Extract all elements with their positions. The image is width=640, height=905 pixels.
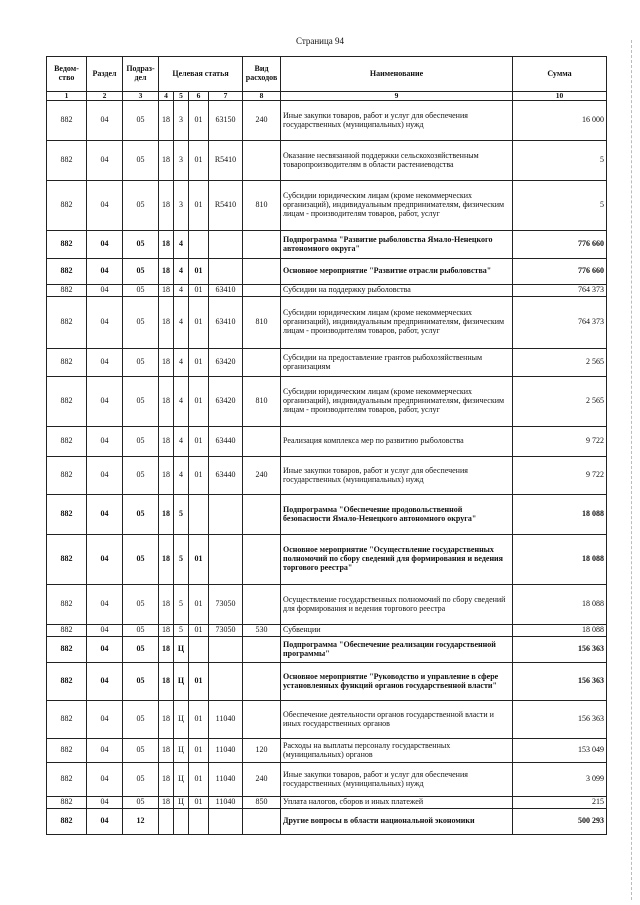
col-vid-rashodov: [243, 259, 281, 285]
col-summa: 156 363: [513, 701, 607, 739]
col-celevaya-1: 18: [159, 297, 174, 349]
table-row: [47, 231, 607, 259]
col-celevaya-1: 18: [159, 259, 174, 285]
table-row: [47, 377, 607, 427]
col-celevaya-1: 18: [159, 349, 174, 377]
col-naimenovanie: Основное мероприятие "Развитие отрасли рыболовства": [281, 259, 513, 285]
col-podrazdel: 05: [123, 231, 159, 259]
col-celevaya-2: 4: [174, 285, 189, 297]
col-vid-rashodov: [243, 809, 281, 835]
col-celevaya-2: Ц: [174, 701, 189, 739]
col-vedomstvo: 882: [47, 495, 87, 535]
col-vedomstvo: 882: [47, 377, 87, 427]
col-celevaya-4: 73050: [209, 585, 243, 625]
col-celevaya-4: 63410: [209, 297, 243, 349]
col-celevaya-1: 18: [159, 101, 174, 141]
col-naimenovanie: Подпрограмма "Обеспечение реализации государственной программы": [281, 637, 513, 663]
table-row: [47, 297, 607, 349]
col-podrazdel: 05: [123, 663, 159, 701]
table-row: [47, 809, 607, 835]
page-header: Страница 94: [295, 36, 345, 46]
col-celevaya-3: 01: [189, 663, 209, 701]
col-summa: 153 049: [513, 739, 607, 763]
col-vedomstvo: 882: [47, 181, 87, 231]
budget-table: [46, 56, 607, 835]
col-celevaya-2: 4: [174, 297, 189, 349]
col-vedomstvo: 882: [47, 797, 87, 809]
col-razdel: 04: [87, 231, 123, 259]
col-razdel: 04: [87, 637, 123, 663]
col-celevaya-2: Ц: [174, 637, 189, 663]
table-row: [47, 637, 607, 663]
col-vedomstvo: 882: [47, 663, 87, 701]
col-naimenovanie: Оказание несвязанной поддержки сельскохозяйственным товаропроизводителям в области растениеводства: [281, 141, 513, 181]
col-celevaya-1: 18: [159, 797, 174, 809]
col-naimenovanie: Иные закупки товаров, работ и услуг для обеспечения государственных (муниципальных) нужд: [281, 101, 513, 141]
col-vedomstvo: 882: [47, 739, 87, 763]
col-naimenovanie: Субсидии на предоставление грантов рыбохозяйственным организациям: [281, 349, 513, 377]
col-celevaya-1: 18: [159, 141, 174, 181]
col-vedomstvo: 882: [47, 427, 87, 457]
col-celevaya-4: [209, 495, 243, 535]
col-naimenovanie: Иные закупки товаров, работ и услуг для обеспечения государственных (муниципальных) нужд: [281, 457, 513, 495]
col-podrazdel: 05: [123, 763, 159, 797]
table-row: [47, 763, 607, 797]
col-summa: 3 099: [513, 763, 607, 797]
col-podrazdel: 05: [123, 457, 159, 495]
col-summa: 776 660: [513, 259, 607, 285]
col-podrazdel: 05: [123, 181, 159, 231]
col-razdel: 04: [87, 457, 123, 495]
col-celevaya-3: 01: [189, 349, 209, 377]
col-celevaya-2: Ц: [174, 739, 189, 763]
col-celevaya-2: [174, 809, 189, 835]
col-celevaya-2: 4: [174, 457, 189, 495]
col-vid-rashodov: 810: [243, 297, 281, 349]
table-row: [47, 585, 607, 625]
table-row: [47, 181, 607, 231]
col-celevaya-2: 3: [174, 101, 189, 141]
col-celevaya-1: 18: [159, 663, 174, 701]
col-celevaya-2: 4: [174, 349, 189, 377]
col-podrazdel: 05: [123, 701, 159, 739]
col-razdel: 04: [87, 663, 123, 701]
col-naimenovanie: Основное мероприятие "Осуществление государственных полномочий по сбору сведений для формирования и ведения торгового реестра": [281, 535, 513, 585]
col-razdel: 04: [87, 377, 123, 427]
col-podrazdel: 05: [123, 739, 159, 763]
col-header-celevaya: Целевая статья: [159, 57, 243, 92]
col-naimenovanie: Реализация комплекса мер по развитию рыболовства: [281, 427, 513, 457]
col-vid-rashodov: 120: [243, 739, 281, 763]
col-celevaya-1: 18: [159, 377, 174, 427]
col-celevaya-2: 4: [174, 377, 189, 427]
col-header-razdel: Раздел: [87, 57, 123, 92]
col-naimenovanie: Субсидии юридическим лицам (кроме некоммерческих организаций), индивидуальным предпринимателям, физическим лицам - производителям товаров, работ, услуг: [281, 181, 513, 231]
col-vid-rashodov: [243, 637, 281, 663]
col-celevaya-4: 63440: [209, 457, 243, 495]
col-razdel: 04: [87, 297, 123, 349]
col-celevaya-3: 01: [189, 457, 209, 495]
col-summa: 500 293: [513, 809, 607, 835]
col-celevaya-4: [209, 535, 243, 585]
col-celevaya-3: 01: [189, 181, 209, 231]
col-naimenovanie: Подпрограмма "Обеспечение продовольственной безопасности Ямало-Ненецкого автономного округа": [281, 495, 513, 535]
col-celevaya-1: 18: [159, 763, 174, 797]
col-razdel: 04: [87, 585, 123, 625]
table-row: [47, 535, 607, 585]
col-podrazdel: 05: [123, 349, 159, 377]
col-vedomstvo: 882: [47, 535, 87, 585]
col-celevaya-3: [189, 809, 209, 835]
table-row: [47, 285, 607, 297]
col-header-podrazdel: Подраз-дел: [123, 57, 159, 92]
col-celevaya-3: 01: [189, 297, 209, 349]
col-celevaya-2: 4: [174, 231, 189, 259]
col-number: 7: [209, 92, 243, 101]
col-naimenovanie: Субсидии юридическим лицам (кроме некоммерческих организаций), индивидуальным предпринимателям, физическим лицам - производителям товаров, работ, услуг: [281, 377, 513, 427]
col-vedomstvo: 882: [47, 141, 87, 181]
col-naimenovanie: Другие вопросы в области национальной экономики: [281, 809, 513, 835]
col-razdel: 04: [87, 535, 123, 585]
col-celevaya-4: 11040: [209, 797, 243, 809]
col-celevaya-3: 01: [189, 259, 209, 285]
table-row: [47, 457, 607, 495]
col-podrazdel: 05: [123, 297, 159, 349]
col-summa: 18 088: [513, 625, 607, 637]
col-vedomstvo: 882: [47, 809, 87, 835]
col-celevaya-4: 63440: [209, 427, 243, 457]
col-celevaya-1: [159, 809, 174, 835]
col-vid-rashodov: [243, 663, 281, 701]
col-naimenovanie: Иные закупки товаров, работ и услуг для обеспечения государственных (муниципальных) нужд: [281, 763, 513, 797]
col-celevaya-3: 01: [189, 797, 209, 809]
table-row: [47, 739, 607, 763]
col-celevaya-3: 01: [189, 739, 209, 763]
col-vedomstvo: 882: [47, 701, 87, 739]
col-summa: 5: [513, 141, 607, 181]
col-razdel: 04: [87, 739, 123, 763]
col-celevaya-4: R5410: [209, 181, 243, 231]
col-vid-rashodov: 850: [243, 797, 281, 809]
col-vedomstvo: 882: [47, 101, 87, 141]
col-celevaya-2: 3: [174, 181, 189, 231]
col-podrazdel: 05: [123, 637, 159, 663]
col-vid-rashodov: [243, 701, 281, 739]
col-vid-rashodov: [243, 349, 281, 377]
col-summa: 18 088: [513, 585, 607, 625]
col-celevaya-3: 01: [189, 377, 209, 427]
col-podrazdel: 05: [123, 585, 159, 625]
col-vedomstvo: 882: [47, 763, 87, 797]
table-row: [47, 701, 607, 739]
col-number: 1: [47, 92, 87, 101]
col-celevaya-1: 18: [159, 495, 174, 535]
col-celevaya-3: [189, 637, 209, 663]
col-razdel: 04: [87, 495, 123, 535]
scan-edge-line: [631, 40, 632, 900]
col-celevaya-4: 63420: [209, 349, 243, 377]
col-celevaya-4: 63150: [209, 101, 243, 141]
col-celevaya-2: Ц: [174, 763, 189, 797]
col-summa: 215: [513, 797, 607, 809]
col-razdel: 04: [87, 101, 123, 141]
col-podrazdel: 05: [123, 625, 159, 637]
col-celevaya-3: 01: [189, 585, 209, 625]
col-vid-rashodov: [243, 285, 281, 297]
col-vedomstvo: 882: [47, 297, 87, 349]
col-celevaya-2: 5: [174, 535, 189, 585]
col-naimenovanie: Расходы на выплаты персоналу государственных (муниципальных) органов: [281, 739, 513, 763]
col-summa: 18 088: [513, 535, 607, 585]
col-header-vedomstvo: Ведом-ство: [47, 57, 87, 92]
col-summa: 18 088: [513, 495, 607, 535]
col-celevaya-3: 01: [189, 625, 209, 637]
col-vid-rashodov: [243, 535, 281, 585]
col-celevaya-1: 18: [159, 427, 174, 457]
col-celevaya-4: [209, 663, 243, 701]
col-podrazdel: 05: [123, 427, 159, 457]
col-celevaya-1: 18: [159, 285, 174, 297]
col-razdel: 04: [87, 349, 123, 377]
col-vid-rashodov: 810: [243, 377, 281, 427]
col-vid-rashodov: [243, 141, 281, 181]
col-celevaya-2: 3: [174, 141, 189, 181]
col-naimenovanie: Субвенции: [281, 625, 513, 637]
col-celevaya-2: 5: [174, 625, 189, 637]
col-vedomstvo: 882: [47, 259, 87, 285]
table-row: [47, 797, 607, 809]
col-razdel: 04: [87, 427, 123, 457]
col-naimenovanie: Субсидии на поддержку рыболовства: [281, 285, 513, 297]
col-summa: 9 722: [513, 457, 607, 495]
col-celevaya-2: 5: [174, 585, 189, 625]
col-celevaya-2: 4: [174, 259, 189, 285]
col-naimenovanie: Подпрограмма "Развитие рыболовства Ямало-Ненецкого автономного округа": [281, 231, 513, 259]
col-vid-rashodov: [243, 495, 281, 535]
col-celevaya-3: 01: [189, 101, 209, 141]
col-razdel: 04: [87, 763, 123, 797]
col-vid-rashodov: 240: [243, 763, 281, 797]
col-razdel: 04: [87, 625, 123, 637]
col-celevaya-1: 18: [159, 625, 174, 637]
col-celevaya-2: 4: [174, 427, 189, 457]
table-body: [47, 101, 607, 835]
col-celevaya-1: 18: [159, 535, 174, 585]
col-summa: 9 722: [513, 427, 607, 457]
col-podrazdel: 05: [123, 495, 159, 535]
col-celevaya-1: 18: [159, 585, 174, 625]
col-vid-rashodov: [243, 231, 281, 259]
col-number: 3: [123, 92, 159, 101]
col-celevaya-4: [209, 259, 243, 285]
col-razdel: 04: [87, 181, 123, 231]
col-razdel: 04: [87, 701, 123, 739]
col-number: 6: [189, 92, 209, 101]
col-podrazdel: 05: [123, 101, 159, 141]
col-naimenovanie: Обеспечение деятельности органов государственной власти и иных государственных органов: [281, 701, 513, 739]
col-celevaya-2: Ц: [174, 663, 189, 701]
col-celevaya-3: 01: [189, 535, 209, 585]
col-razdel: 04: [87, 809, 123, 835]
col-podrazdel: 12: [123, 809, 159, 835]
col-vedomstvo: 882: [47, 585, 87, 625]
col-naimenovanie: Уплата налогов, сборов и иных платежей: [281, 797, 513, 809]
col-celevaya-4: [209, 231, 243, 259]
col-celevaya-1: 18: [159, 181, 174, 231]
col-podrazdel: 05: [123, 285, 159, 297]
col-vedomstvo: 882: [47, 285, 87, 297]
table-row: [47, 427, 607, 457]
table-row: [47, 663, 607, 701]
col-podrazdel: 05: [123, 259, 159, 285]
col-header-sum: Сумма: [513, 57, 607, 92]
col-vid-rashodov: [243, 585, 281, 625]
col-summa: 156 363: [513, 663, 607, 701]
col-vedomstvo: 882: [47, 625, 87, 637]
table-row: [47, 495, 607, 535]
col-celevaya-3: [189, 495, 209, 535]
col-celevaya-4: 63420: [209, 377, 243, 427]
col-podrazdel: 05: [123, 141, 159, 181]
table-row: [47, 349, 607, 377]
col-celevaya-3: 01: [189, 141, 209, 181]
col-celevaya-2: Ц: [174, 797, 189, 809]
col-vedomstvo: 882: [47, 231, 87, 259]
col-celevaya-3: 01: [189, 701, 209, 739]
col-podrazdel: 05: [123, 797, 159, 809]
col-razdel: 04: [87, 259, 123, 285]
col-celevaya-4: 11040: [209, 739, 243, 763]
col-celevaya-4: 11040: [209, 701, 243, 739]
col-number: 9: [281, 92, 513, 101]
col-celevaya-3: 01: [189, 427, 209, 457]
col-vedomstvo: 882: [47, 349, 87, 377]
col-razdel: 04: [87, 285, 123, 297]
col-celevaya-4: 73050: [209, 625, 243, 637]
table-row: [47, 259, 607, 285]
col-celevaya-1: 18: [159, 231, 174, 259]
col-celevaya-3: 01: [189, 763, 209, 797]
col-vid-rashodov: 240: [243, 101, 281, 141]
col-number: 5: [174, 92, 189, 101]
col-razdel: 04: [87, 797, 123, 809]
col-celevaya-1: 18: [159, 701, 174, 739]
col-number: 10: [513, 92, 607, 101]
col-vid-rashodov: 530: [243, 625, 281, 637]
col-celevaya-4: [209, 637, 243, 663]
col-celevaya-1: 18: [159, 637, 174, 663]
col-summa: 2 565: [513, 349, 607, 377]
col-celevaya-1: 18: [159, 739, 174, 763]
col-naimenovanie: Основное мероприятие "Руководство и управление в сфере установленных функций органов государственной власти": [281, 663, 513, 701]
col-naimenovanie: Осуществление государственных полномочий по сбору сведений для формирования и ведения торгового реестра: [281, 585, 513, 625]
table-row: [47, 101, 607, 141]
col-summa: 16 000: [513, 101, 607, 141]
col-summa: 5: [513, 181, 607, 231]
col-celevaya-3: [189, 231, 209, 259]
col-vid-rashodov: [243, 427, 281, 457]
col-celevaya-4: R5410: [209, 141, 243, 181]
col-number: 2: [87, 92, 123, 101]
col-vid-rashodov: 810: [243, 181, 281, 231]
col-summa: 2 565: [513, 377, 607, 427]
table-row: [47, 141, 607, 181]
col-header-vid: Вид расходов: [243, 57, 281, 92]
col-celevaya-4: [209, 809, 243, 835]
col-summa: 776 660: [513, 231, 607, 259]
col-celevaya-4: 63410: [209, 285, 243, 297]
col-summa: 156 363: [513, 637, 607, 663]
col-celevaya-4: 11040: [209, 763, 243, 797]
col-vedomstvo: 882: [47, 457, 87, 495]
table-row: [47, 625, 607, 637]
col-vid-rashodov: 240: [243, 457, 281, 495]
col-celevaya-2: 5: [174, 495, 189, 535]
col-number: 4: [159, 92, 174, 101]
col-podrazdel: 05: [123, 535, 159, 585]
col-podrazdel: 05: [123, 377, 159, 427]
col-razdel: 04: [87, 141, 123, 181]
col-number: 8: [243, 92, 281, 101]
col-celevaya-3: 01: [189, 285, 209, 297]
col-vedomstvo: 882: [47, 637, 87, 663]
col-naimenovanie: Субсидии юридическим лицам (кроме некоммерческих организаций), индивидуальным предпринимателям, физическим лицам - производителям товаров, работ, услуг: [281, 297, 513, 349]
col-header-name: Наименование: [281, 57, 513, 92]
col-summa: 764 373: [513, 285, 607, 297]
col-celevaya-1: 18: [159, 457, 174, 495]
col-summa: 764 373: [513, 297, 607, 349]
